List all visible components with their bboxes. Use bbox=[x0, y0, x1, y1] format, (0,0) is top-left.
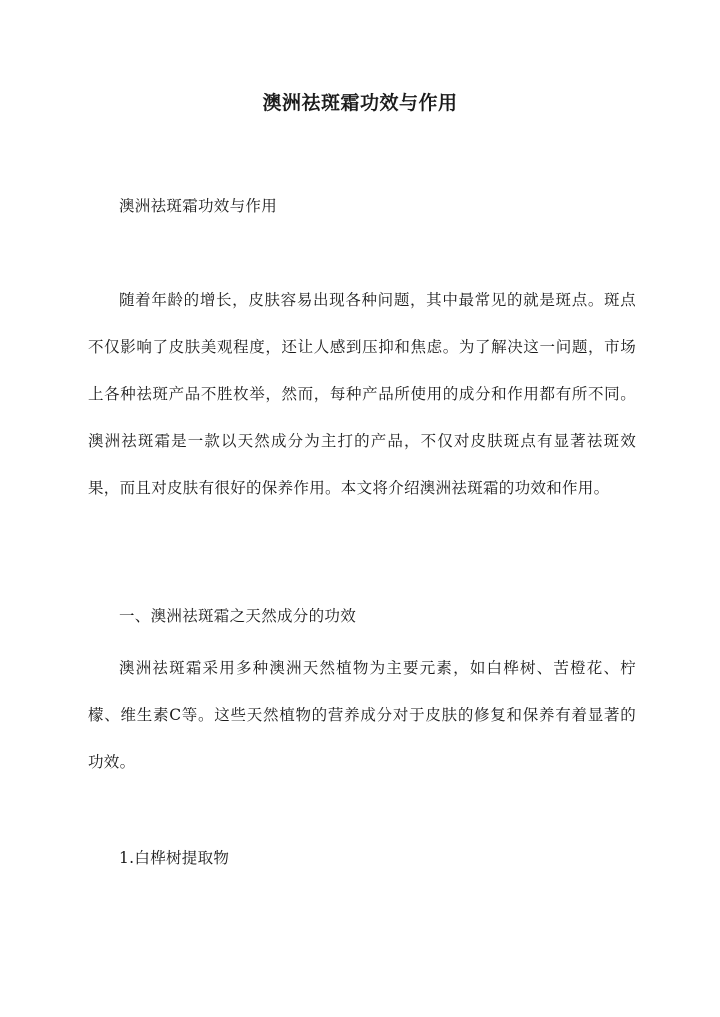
section-1-heading: 一、澳洲祛斑霜之天然成分的功效 bbox=[119, 607, 357, 625]
section-1-paragraph: 澳洲祛斑霜采用多种澳洲天然植物为主要元素，如白桦树、苦橙花、柠檬、维生素C等。这些天然植物的营养成分对于皮肤的修复和保养有着显著的功效。 bbox=[88, 659, 636, 771]
intro-paragraph: 随着年龄的增长，皮肤容易出现各种问题，其中最常见的就是斑点。斑点不仅影响了皮肤美观程度，还让人感到压抑和焦虑。为了解决这一问题，市场上各种祛斑产品不胜枚举，然而，每种产品所使用的成分和作用都有所不同。澳洲祛斑霜是一款以天然成分为主打的产品，不仅对皮肤斑点有显著祛斑效果，而且对皮肤有很好的保养作用。本文将介绍澳洲祛斑霜的功效和作用。 bbox=[88, 291, 636, 497]
document-title: 澳洲祛斑霜功效与作用 bbox=[262, 92, 458, 114]
subsection-1-heading: 1.白桦树提取物 bbox=[119, 849, 230, 867]
document-subtitle: 澳洲祛斑霜功效与作用 bbox=[119, 197, 278, 215]
